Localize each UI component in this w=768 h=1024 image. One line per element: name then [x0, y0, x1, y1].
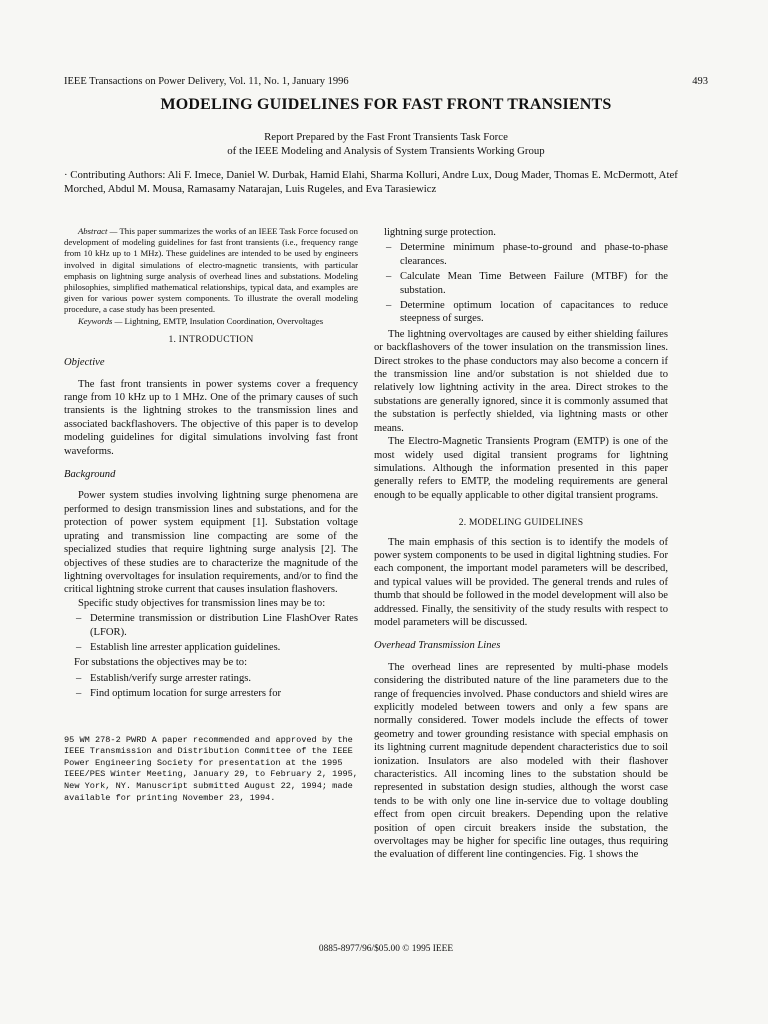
subheading-background: Background [64, 469, 116, 481]
substation-objectives-intro: For substations the objectives may be to: [74, 657, 248, 669]
abstract-label: Abstract — [78, 226, 118, 236]
keywords-text: Lightning, EMTP, Insulation Coordination, Overvoltages [124, 315, 324, 326]
list-item: – Establish line arrester application guidelines. [64, 641, 358, 654]
subheading-objective: Objective [64, 357, 105, 369]
paper-title: MODELING GUIDELINES FOR FAST FRONT TRANSIENTS [160, 96, 612, 113]
list-item: – Find optimum location for surge arresters for [64, 687, 358, 700]
lines-objectives-list [64, 612, 358, 654]
list-item: – Determine optimum location of capacitances to reduce steepness of surges. [374, 299, 668, 326]
subtitle-line-1: Report Prepared by the Fast Front Transients Task Force [264, 131, 508, 143]
subheading-overhead-lines: Overhead Transmission Lines [374, 640, 501, 652]
copyright-line: 0885-8977/96/$05.00 © 1995 IEEE [318, 944, 454, 954]
overvoltage-paragraph: The lightning overvoltages are caused by either shielding failures or backflashovers of the tower insulation on the transmission lines. Direct strokes to the phase conductors may also become a concern if the transmission line and/or substation is not shielded due to relatively low lightning activity in the area. Direct strokes to the substations are generally ignored, since it is commonly assumed that the substation is perfectly shielded, via lightning masts or other means. [374, 328, 668, 434]
list-item: – Determine transmission or distribution Line FlashOver Rates (LFOR). [64, 612, 358, 639]
background-paragraph: Power system studies involving lightning surge phenomena are performed to design transmission lines and substations, and for the protection of power system equipment [1]. Substation voltage uprating and transmission line compacting are some of the specialized studies that require lightning surge analysis [2]. The objectives of these studies are to characterize the magnitude of the lightning overvoltages for insulation requirements, and/or to find the critical lightning stroke current that causes insulation flashovers. [64, 490, 358, 596]
report-subtitle [64, 131, 708, 158]
emtp-paragraph: The Electro-Magnetic Transients Program (EMTP) is one of the most widely used digital transient programs for lightning simulations. Although the information presented in this paper generally refers to EMTP, the modeling requirements are general enough to be equally applicable to other digital transient programs. [374, 436, 668, 501]
running-header [64, 76, 708, 87]
abstract-text: This paper summarizes the works of an IEEE Task Force focused on development of modeling guidelines for fast front transients (i.e., frequency range from 10 kHz up to 1 MHz). These guidelines are intended to be used by engineers involved in digital simulations of electro-magnetic transients, with particular emphasis on lightning surge analysis of overhead lines and substations. Modeling philosophies, simplified mathematical relationships, typical data, and examples are given for various power system components. To illustrate the overall modeling procedure, a case study has been presented. [64, 226, 358, 315]
subtitle-line-2: of the IEEE Modeling and Analysis of System Transients Working Group [227, 144, 545, 157]
contributing-authors: · Contributing Authors: Ali F. Imece, Daniel W. Durbak, Hamid Elahi, Sharma Kolluri, Andre Lux, Doug Mader, Thomas E. McDermott, Atef Morched, Abdul M. Mousa, Ramasamy Natarajan, Luis Rugeles, and Eva Tarasiewicz [64, 169, 678, 195]
section-heading-modeling-guidelines: 2. MODELING GUIDELINES [458, 517, 584, 529]
continued-text: lightning surge protection. [384, 227, 496, 238]
keywords-label: Keywords — [78, 315, 123, 326]
substation-objectives-list [64, 672, 358, 701]
objective-paragraph: The fast front transients in power systems cover a frequency range from 10 kHz up to 1 MHz. One of the primary causes of such transients is the lightning strokes to the transmission lines and associated backflashovers. The objective of this paper is to develop modeling guidelines for digital simulations involving fast front waveforms. [64, 378, 358, 457]
list-item: – Calculate Mean Time Between Failure (MTBF) for the substation. [374, 270, 668, 297]
section-heading-introduction: 1. INTRODUCTION [168, 333, 254, 345]
manuscript-footnote: 95 WM 278-2 PWRD A paper recommended and approved by the IEEE Transmission and Distribution Committee of the IEEE Power Engineering Society for presentation at the 1995 IEEE/PES Winter Meeting, January 29, to February 2, 1995, New York, NY. Manuscript submitted August 22, 1994; made available for printing November 23, 1994. [64, 734, 358, 803]
page-number: 493 [692, 76, 708, 87]
right-column [374, 226, 668, 862]
list-item: – Establish/verify surge arrester ratings. [64, 672, 358, 685]
left-column [64, 226, 358, 804]
lines-objectives-intro: Specific study objectives for transmission lines may be to: [78, 597, 326, 609]
list-item: – Determine minimum phase-to-ground and phase-to-phase clearances. [374, 241, 668, 268]
keywords [64, 316, 358, 327]
substation-objectives-list-continued [374, 241, 668, 325]
overhead-lines-paragraph: The overhead lines are represented by multi-phase models considering the distributed nature of the line parameters due to the range of frequencies involved. Phase conductors and shield wires are explicitly modeled between towers and only a few spans are normally considered. Tower models include the effects of tower geometry and tower grounding resistance with special emphasis on its lightning current magnitude dependent characteristics due to soil ionization. Insulators are also modeled with their flashover characteristics. All incoming lines to the substation should be represented in substation design studies, although the worst case tends to be with only one line in-service due to voltage doubling effect from open circuit breakers. Depending upon the relative position of open circuit breakers inside the substation, the overvoltages may be higher for specific line outages, thus requiring the evaluation of different line contingencies. Fig. 1 shows the [374, 661, 668, 861]
modeling-guidelines-paragraph: The main emphasis of this section is to identify the models of power system components to be used in digital lightning studies. For each component, the important model parameters will be described, and typical values will be provided. The general trends and rules of thumb that should be followed in the model development will also be addressed. Finally, the sensitivity of the study results with respect to model parameters will be discussed. [374, 536, 668, 628]
abstract [64, 226, 358, 316]
journal-citation: IEEE Transactions on Power Delivery, Vol. 11, No. 1, January 1996 [64, 76, 349, 87]
